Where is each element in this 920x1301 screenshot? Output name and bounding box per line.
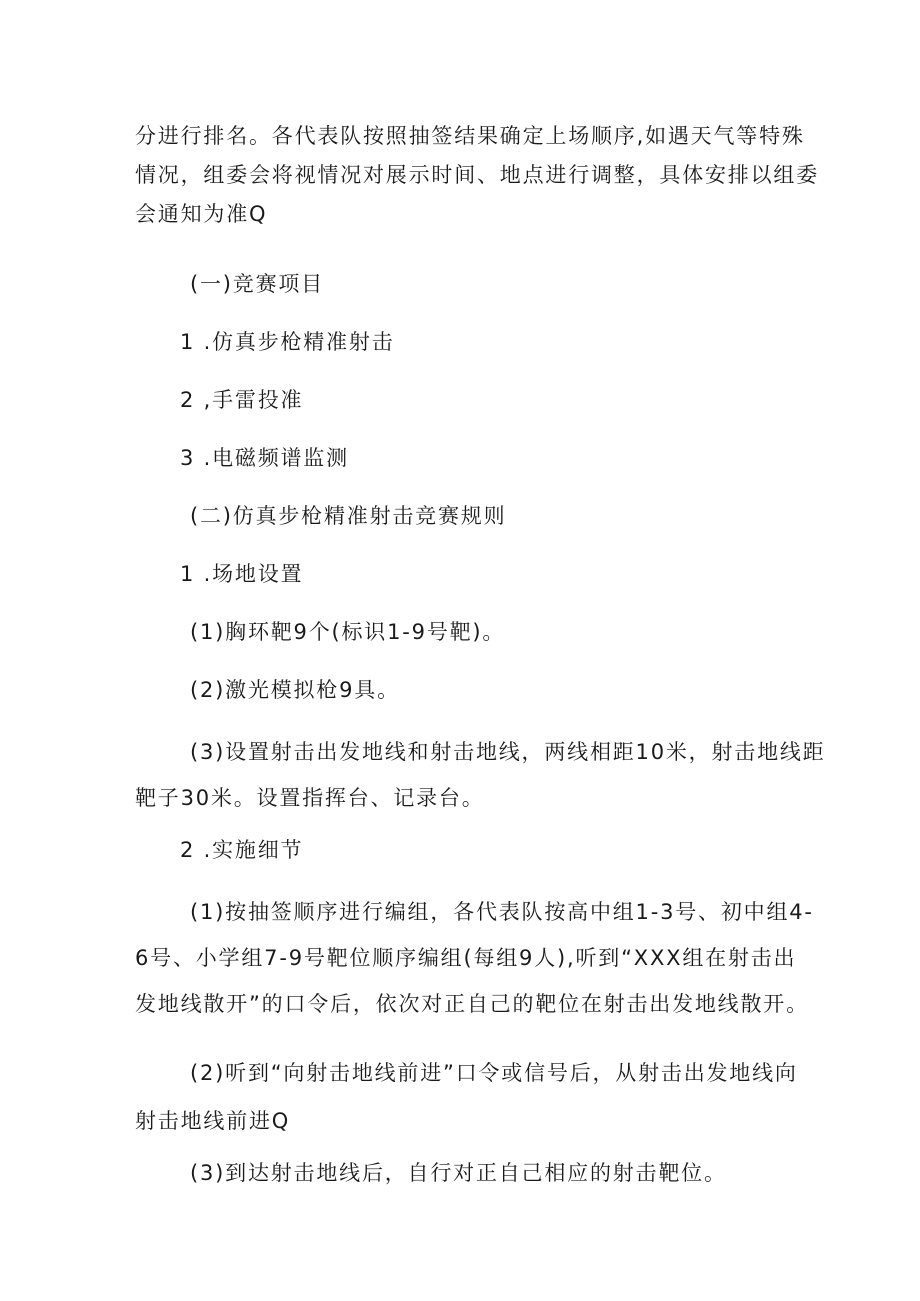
details-point-2-line-2: 射击地线前进Q xyxy=(135,1109,291,1133)
details-point-2-line-1: (2)听到“向射击地线前进”口令或信号后，从射击出发地线向 xyxy=(190,1061,798,1085)
subheading-details: 2 .实施细节 xyxy=(180,838,304,862)
details-point-1-line-2: 6号、小学组7-9号靶位顺序编组(每组9人),听到“XXX组在射击出 xyxy=(135,946,797,970)
details-point-3: (3)到达射击地线后，自行对正自己相应的射击靶位。 xyxy=(190,1161,727,1185)
details-point-1 xyxy=(135,889,814,1027)
subheading-venue: 1 .场地设置 xyxy=(180,562,304,586)
venue-point-3-line-2: 靶子30米。设置指挥台、记录台。 xyxy=(135,786,485,810)
details-point-1-line-3: 发地线散开”的口令后，依次对正自己的靶位在射击出发地线散开。 xyxy=(135,992,809,1016)
details-point-1-line-1: (1)按抽签顺序进行编组，各代表队按高中组1-3号、初中组4- xyxy=(190,900,814,924)
details-point-2 xyxy=(135,1049,798,1145)
section-heading-events: (一)竞赛项目 xyxy=(190,272,324,296)
venue-point-1: (1)胸环靶9个(标识1-9号靶)。 xyxy=(190,620,506,644)
venue-point-3 xyxy=(135,729,826,821)
intro-line-2: 情况，组委会将视情况对展示时间、地点进行调整，具体安排以组委 xyxy=(135,163,819,187)
venue-point-3-line-1: (3)设置射击出发地线和射击地线，两线相距10米，射击地线距 xyxy=(190,740,826,764)
list-item-grenade: 2 ,手雷投准 xyxy=(180,388,304,412)
venue-point-2: (2)激光模拟枪9具。 xyxy=(190,678,400,702)
list-item-rifle: 1 .仿真步枪精准射击 xyxy=(180,330,395,354)
intro-paragraph xyxy=(135,117,819,234)
intro-line-3: 会通知为准Q xyxy=(135,202,268,226)
intro-line-1: 分进行排名。各代表队按照抽签结果确定上场顺序,如遇天气等特殊 xyxy=(135,124,805,148)
section-heading-rifle-rules: (二)仿真步枪精准射击竞赛规则 xyxy=(190,504,507,528)
list-item-spectrum: 3 .电磁频谱监测 xyxy=(180,446,349,470)
